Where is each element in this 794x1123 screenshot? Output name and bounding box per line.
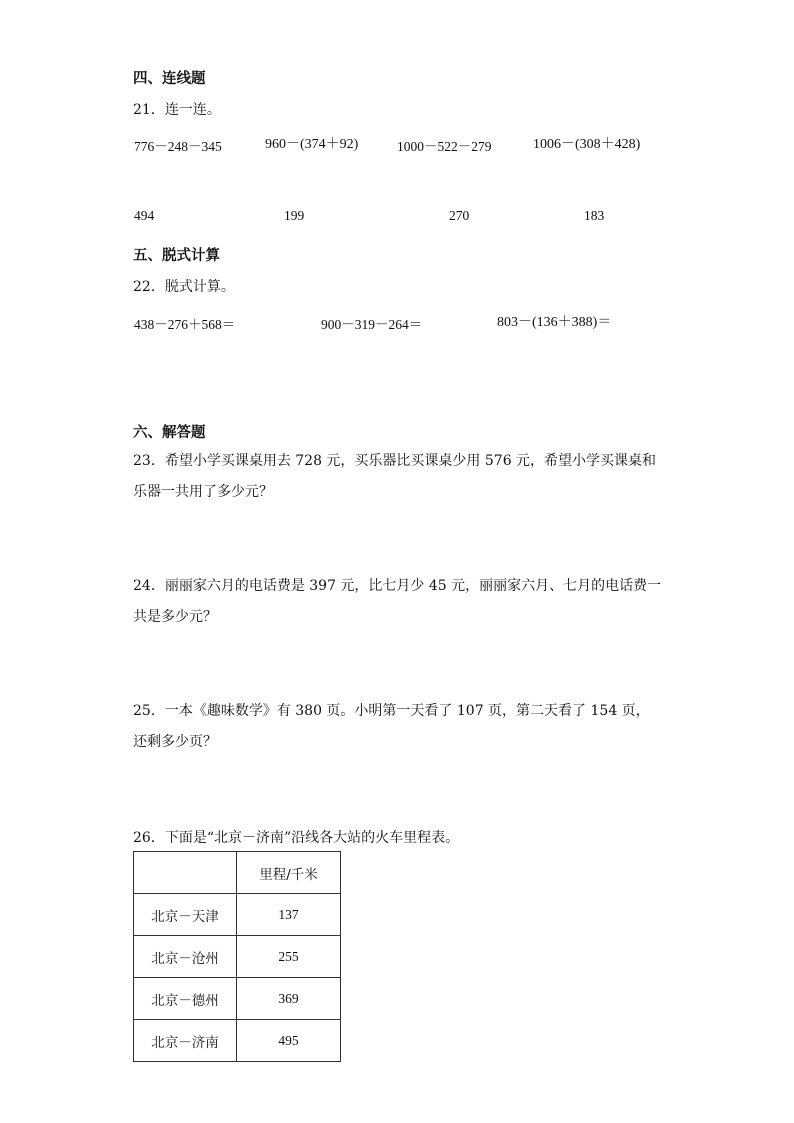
route-cell: 北京－沧州	[134, 936, 237, 978]
table-row	[134, 1020, 341, 1062]
table-header-row	[134, 852, 341, 894]
distance-cell: 137	[237, 894, 341, 936]
distance-cell: 255	[237, 936, 341, 978]
distance-cell: 495	[237, 1020, 341, 1062]
expression-21-1: 776－248－345	[134, 139, 222, 154]
route-cell: 北京－天津	[134, 894, 237, 936]
expression-22-2: 900－319－264＝	[321, 317, 423, 332]
table-row	[134, 894, 341, 936]
table-row	[134, 978, 341, 1020]
table-row	[134, 936, 341, 978]
question-26: 26．下面是“北京－济南”沿线各大站的火车里程表。	[133, 830, 460, 846]
expression-22-1: 438－276＋568＝	[134, 317, 236, 332]
question-24: 24．丽丽家六月的电话费是 397 元，比七月少 45 元，丽丽家六月、七月的电话费一共是多少元？	[133, 578, 662, 625]
table-header-cell: 里程/千米	[237, 852, 341, 894]
question-25: 25．一本《趣味数学》有 380 页。小明第一天看了 107 页，第二天看了 154 页，还剩多少页？	[133, 703, 650, 750]
table-header-cell	[134, 852, 237, 894]
expression-21-3: 1000－522－279	[397, 139, 492, 154]
answer-21-2: 199	[284, 208, 305, 223]
section-5-title: 五、脱式计算	[133, 247, 220, 264]
section-6-title: 六、解答题	[133, 424, 206, 441]
route-cell: 北京－德州	[134, 978, 237, 1020]
route-cell: 北京－济南	[134, 1020, 237, 1062]
question-23: 23．希望小学买课桌用去 728 元，买乐器比买课桌少用 576 元，希望小学买课桌和乐器一共用了多少元？	[133, 453, 657, 500]
answer-21-1: 494	[134, 208, 155, 223]
question-21: 21．连一连。	[133, 102, 221, 118]
distance-cell: 369	[237, 978, 341, 1020]
expression-21-4: 1006－(308＋428)	[533, 137, 641, 152]
expression-21-2: 960－(374＋92)	[265, 137, 359, 152]
question-22: 22．脱式计算。	[133, 279, 235, 295]
mileage-table	[133, 851, 341, 1062]
answer-21-3: 270	[449, 208, 470, 223]
section-4-title: 四、连线题	[133, 70, 206, 87]
answer-21-4: 183	[584, 208, 605, 223]
expression-22-3: 803－(136＋388)＝	[497, 315, 612, 330]
